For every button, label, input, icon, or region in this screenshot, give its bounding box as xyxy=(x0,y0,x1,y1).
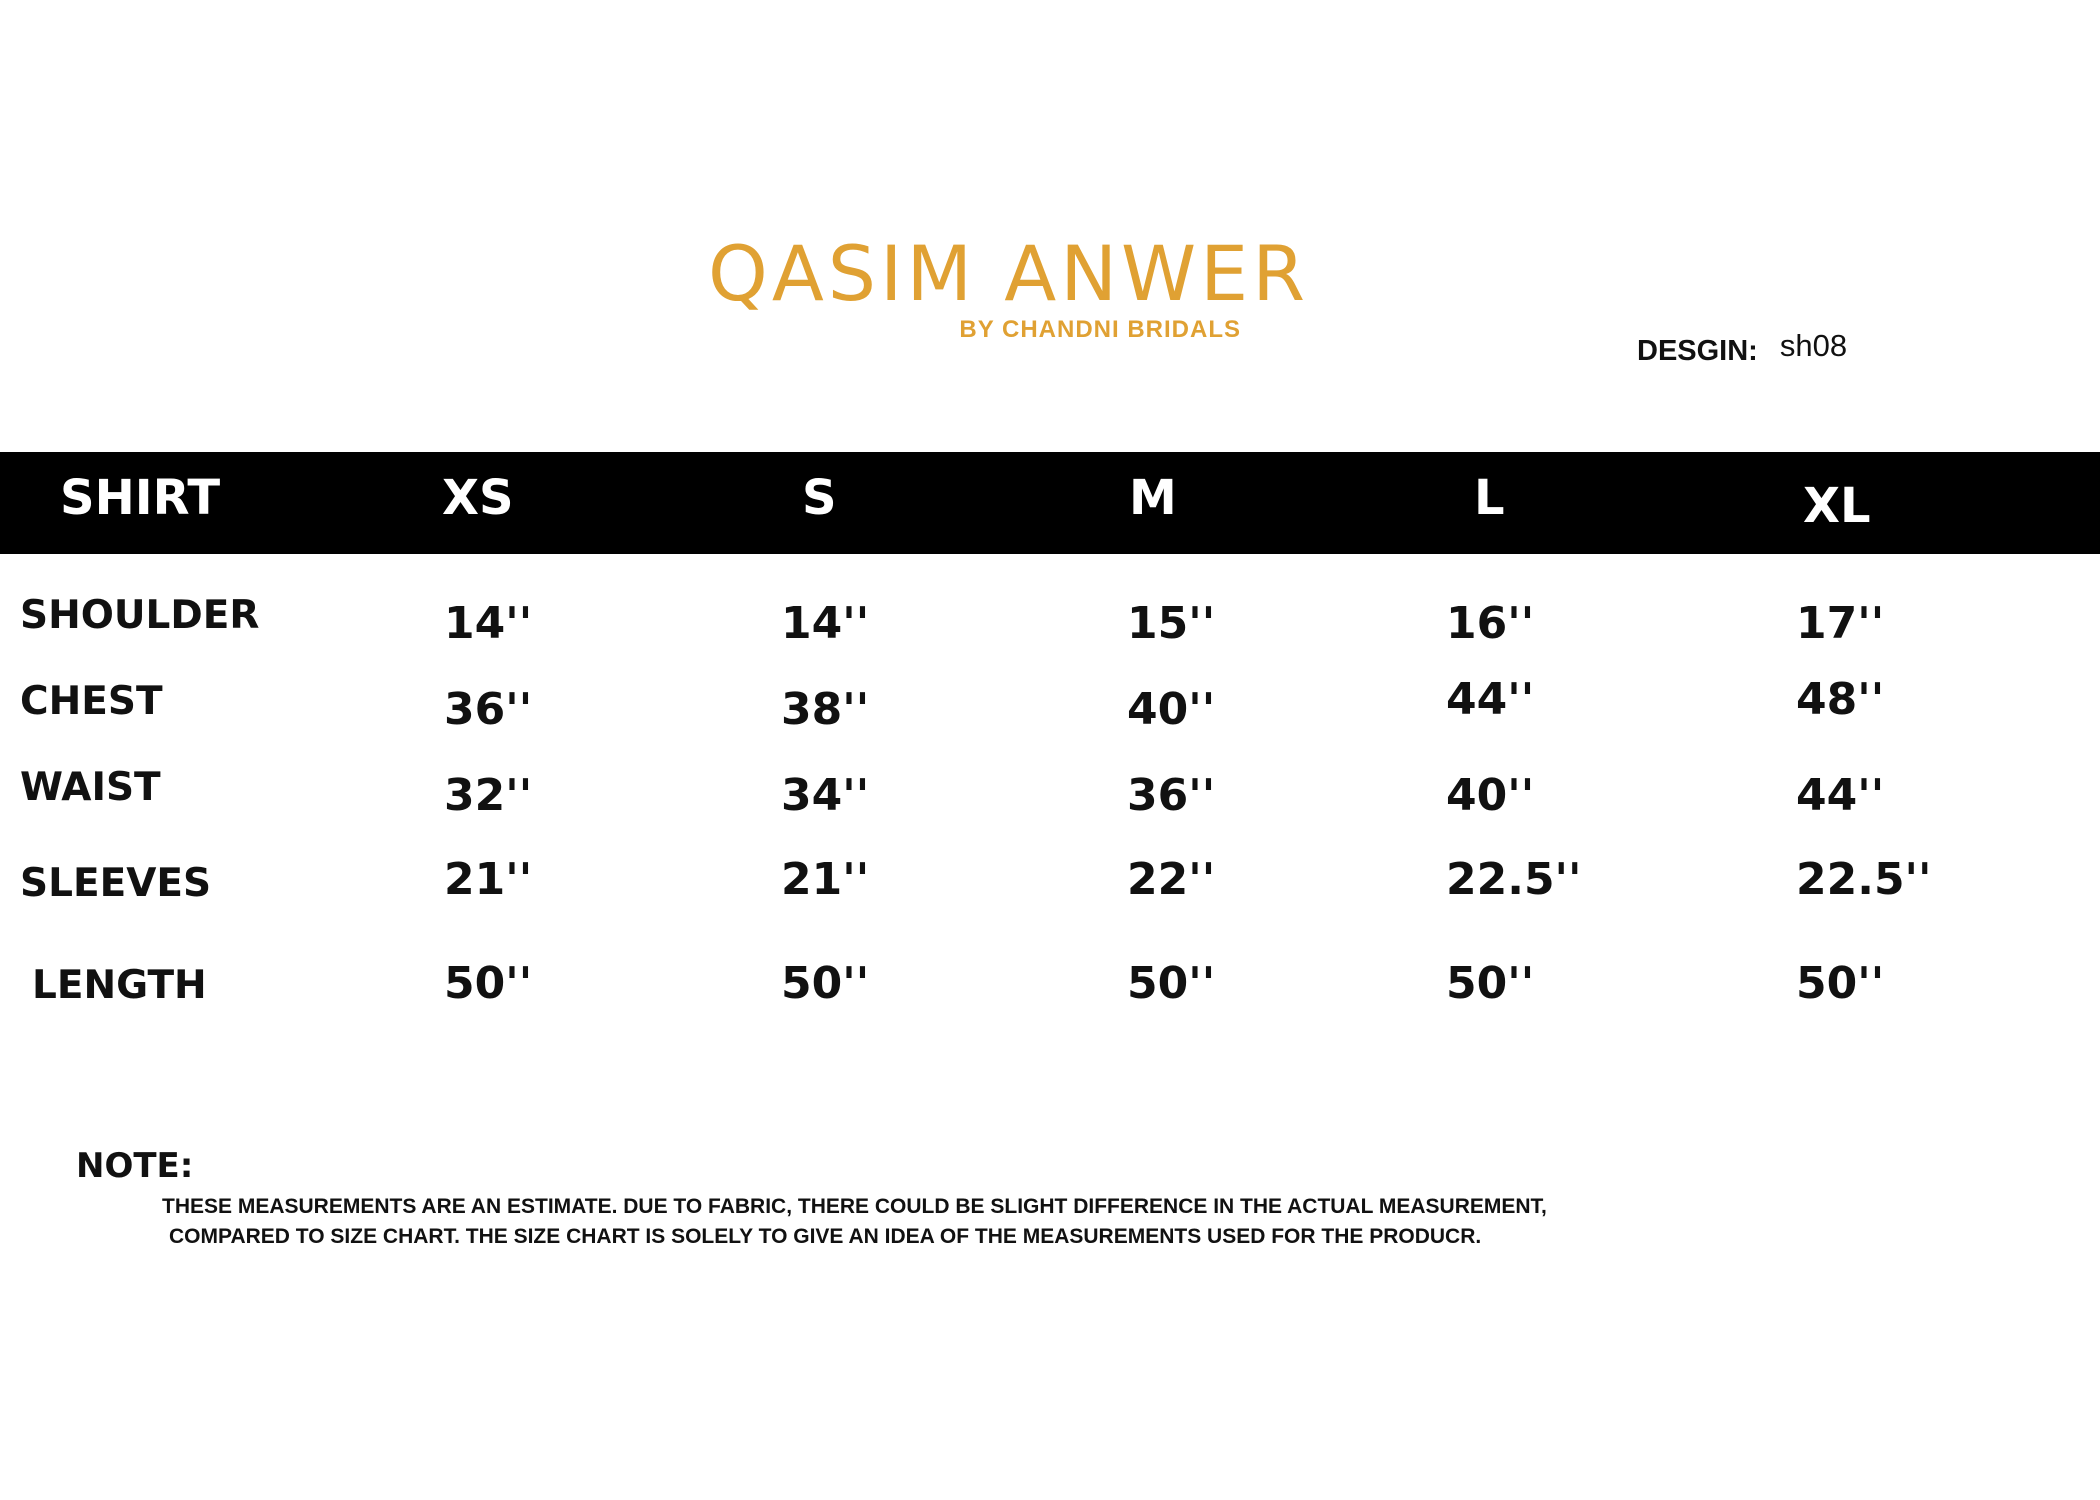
table-row xyxy=(0,958,2100,1026)
size-header-m: M xyxy=(1129,470,1177,526)
row-label: LENGTH xyxy=(32,963,207,1008)
table-cell: 22.5'' xyxy=(1796,854,1932,905)
table-cell: 34'' xyxy=(781,770,870,821)
size-header-xl: XL xyxy=(1803,478,1871,534)
table-row xyxy=(0,765,2100,828)
table-cell: 50'' xyxy=(1446,958,1535,1009)
table-cell: 17'' xyxy=(1796,598,1885,649)
table-cell: 36'' xyxy=(1127,770,1216,821)
corner-label: SHIRT xyxy=(60,470,221,526)
table-cell: 21'' xyxy=(444,854,533,905)
size-header-l: L xyxy=(1474,470,1505,526)
table-cell: 50'' xyxy=(1796,958,1885,1009)
table-cell: 22.5'' xyxy=(1446,854,1582,905)
table-cell: 14'' xyxy=(781,598,870,649)
table-cell: 36'' xyxy=(444,684,533,735)
note-label: NOTE: xyxy=(76,1146,194,1186)
row-label: SLEEVES xyxy=(20,861,212,906)
table-cell: 40'' xyxy=(1446,770,1535,821)
table-row xyxy=(0,593,2100,656)
size-header-xs: XS xyxy=(442,470,514,526)
table-cell: 44'' xyxy=(1446,674,1535,725)
size-header-s: S xyxy=(802,470,837,526)
table-cell: 44'' xyxy=(1796,770,1885,821)
size-header-bar xyxy=(0,452,2100,554)
design-label: DESGIN: xyxy=(1637,335,1758,367)
table-cell: 48'' xyxy=(1796,674,1885,725)
table-cell: 50'' xyxy=(1127,958,1216,1009)
brand-logo xyxy=(708,229,1310,343)
row-label: WAIST xyxy=(20,765,161,810)
note-line-1: THESE MEASUREMENTS ARE AN ESTIMATE. DUE TO FABRIC, THERE COULD BE SLIGHT DIFFERENCE IN THE ACTUAL MEASUREMENT, xyxy=(162,1195,1547,1218)
table-cell: 22'' xyxy=(1127,854,1216,905)
row-label: CHEST xyxy=(20,679,163,724)
table-row xyxy=(0,854,2100,924)
table-cell: 50'' xyxy=(781,958,870,1009)
table-cell: 21'' xyxy=(781,854,870,905)
table-cell: 38'' xyxy=(781,684,870,735)
design-value: sh08 xyxy=(1779,328,1848,363)
table-cell: 16'' xyxy=(1446,598,1535,649)
design-code xyxy=(1637,328,1848,368)
table-cell: 40'' xyxy=(1127,684,1216,735)
brand-name: QASIM ANWER xyxy=(708,229,1310,318)
table-cell: 32'' xyxy=(444,770,533,821)
table-cell: 50'' xyxy=(444,958,533,1009)
note-line-2: COMPARED TO SIZE CHART. THE SIZE CHART IS SOLELY TO GIVE AN IDEA OF THE MEASUREMENTS USED FOR THE PRODUCR. xyxy=(169,1225,1482,1248)
brand-tagline: BY CHANDNI BRIDALS xyxy=(959,316,1241,343)
table-cell: 15'' xyxy=(1127,598,1216,649)
table-cell: 14'' xyxy=(444,598,533,649)
table-row xyxy=(0,674,2100,742)
row-label: SHOULDER xyxy=(20,593,260,638)
